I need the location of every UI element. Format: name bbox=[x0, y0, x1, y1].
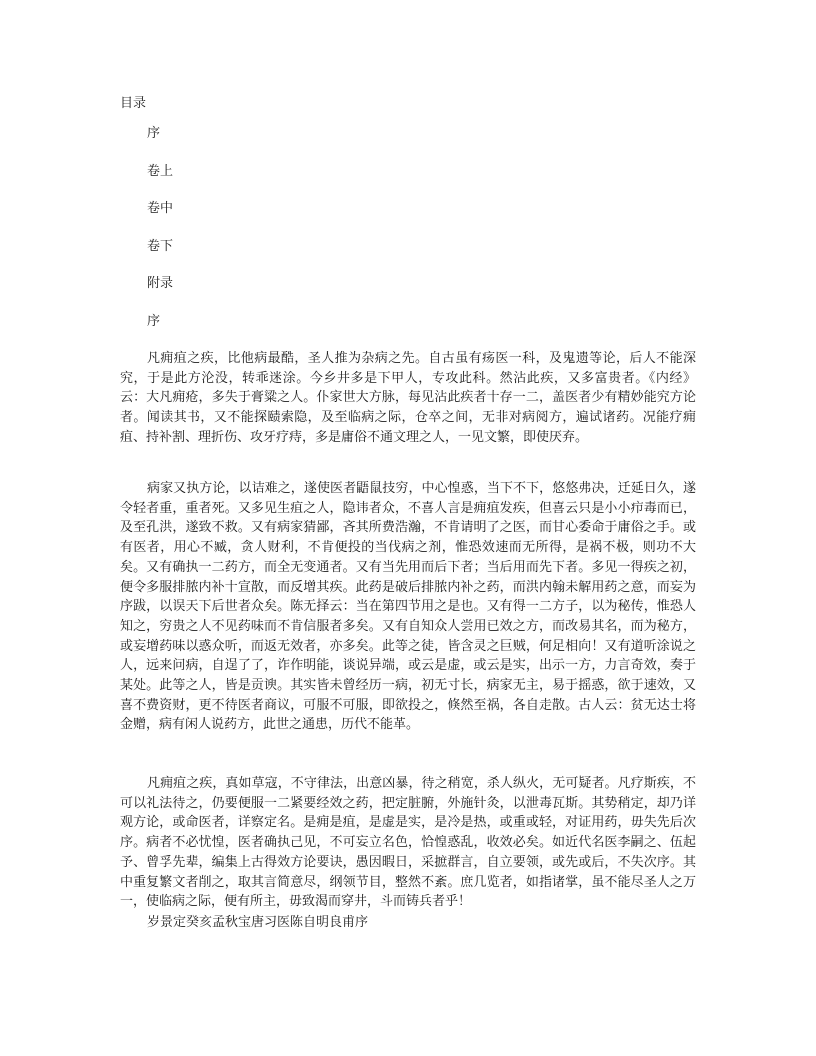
toc-item-volume-2[interactable]: 卷中 bbox=[147, 201, 174, 216]
toc-item-volume-1[interactable]: 卷上 bbox=[147, 163, 174, 179]
preface-paragraph: 凡痈疽之疾，真如草寇，不守律法，出意凶暴，待之稍宽，杀人纵火，无可疑者。凡疗斯疾，不可以礼法待之，仍要便服一二紧要经效之药，把定脏腑，外施针灸，以泄毒瓦斯。其势稍定，却乃详观方论，或命医者，详察定名。是痈是疽，是虚是实，是冷是热，或重或轻，对证用药，毋失先后次序。病者不必忧惶，医者确执己见，不可妄立名色，恰惶惑乱，收效必矣。如近代名医李嗣之、伍起予、曾孚先辈，编集上古得效方论要诀，愚因暇日，采摭群言，自立要领，或先或后，不失次序。其中重复繁文者削之，取其言简意尽，纲领节目，整然不紊。庶几览者，如指诸掌，虽不能尽圣人之万一，使临病之际，便有所主，毋致渴而穿井，斗而铸兵者乎！ bbox=[120, 776, 696, 910]
table-of-contents bbox=[147, 126, 173, 351]
toc-item-preface-2[interactable]: 序 bbox=[147, 313, 161, 329]
preface-paragraph: 凡痈疽之疾，比他病最酷，圣人推为杂病之先。自古虽有疡医一科，及鬼遗等论，后人不能深究，于是此方沦没，转乖迷涂。今乡井多是下甲人，专攻此科。然沾此疾，又多富贵者。《内经》云：大凡痈疮，多失于膏粱之人。仆家世大方脉，每见沾此疾者十存一二，盖医者少有精妙能究方论者。闻读其书，又不能探赜索隐，及至临病之际，仓卒之间，无非对病阅方，遍试诸药。况能疗痈疽、持补割、理折伤、攻牙疗痔，多是庸俗不通文理之人，一见文繁，即使厌弃。 bbox=[120, 351, 696, 445]
toc-heading: 目录 bbox=[120, 96, 147, 111]
toc-item-volume-3[interactable]: 卷下 bbox=[147, 238, 174, 254]
toc-item-preface[interactable]: 序 bbox=[147, 126, 161, 141]
toc-item-appendix[interactable]: 附录 bbox=[147, 276, 174, 291]
preface-signature: 岁景定癸亥孟秋宝唐习医陈自明良甫序 bbox=[147, 915, 369, 930]
preface-paragraph: 病家又执方论，以诘难之，遂使医者鼯鼠技穷，中心惶惑，当下不下，悠悠弗决，迁延日久，遂令轻者重，重者死。又多见生疽之人，隐讳者众，不喜人言是痈疽发疾，但喜云只是小小疖毒而已，及至孔洪，遂致不救。又有病家猜鄙，吝其所费浩瀚，不肯请明了之医，而甘心委命于庸俗之手。或有医者，用心不臧，贪人财利，不肯便投的当伐病之剂，惟恐效速而无所得，是祸不极，则功不大矣。又有确执一二药方，而全无变通者。又有当先用而后下者；当后用而先下者。多见一得疾之初，便令多服排脓内补十宣散，而反增其疾。此药是破后排脓内补之药，而洪内翰未解用药之意，而妄为序跋，以误天下后世者众矣。陈无择云：当在第四节用之是也。又有得一二方子，以为秘传，惟恐人知之，穷贵之人不见药味而不肯信服者多矣。又有自知众人尝用已效之方，而改易其名，而为秘方，或妄增药味以惑众听，而返无效者，亦多矣。此等之徒，皆含灵之巨贼，何足相向！又有道听涂说之人，远来问病，自逞了了，诈作明能，谈说异端，或云是虚，或云是实，出示一方，力言奇效，奏于某处。此等之人，皆是贡谀。其实皆未曾经历一病，初无寸长，病家无主，易于摇惑，欲于速效，又喜不费资财，更不待医者商议，可服不可服，即欲投之，倏然至祸，各自走散。古人云：贫无达士将金赠，病有闲人说药方，此世之通患，历代不能革。 bbox=[120, 481, 696, 733]
